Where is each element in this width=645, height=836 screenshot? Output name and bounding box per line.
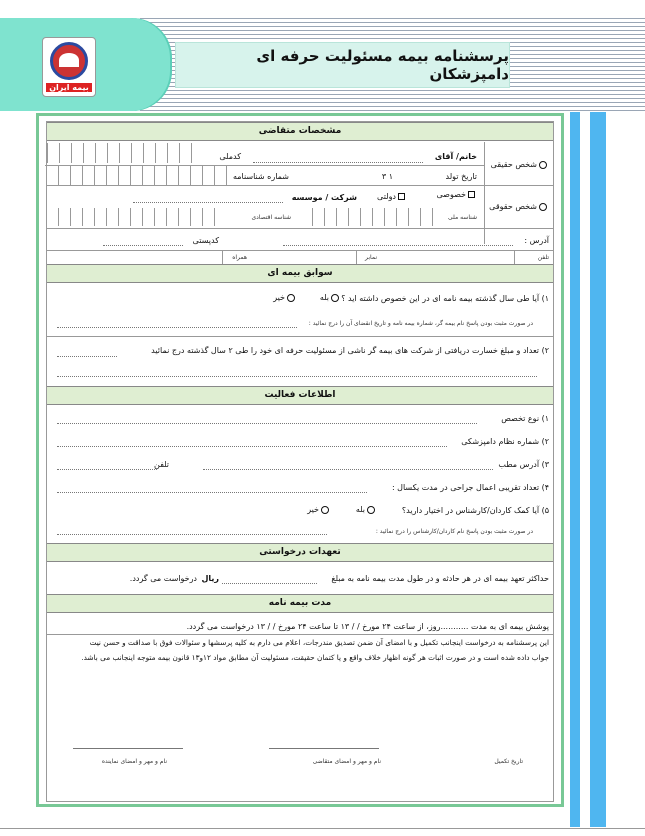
activity-a5-yes[interactable] bbox=[356, 505, 377, 514]
birth-date-value[interactable]: ۱ ۳ bbox=[381, 172, 393, 181]
history-q1-yes[interactable] bbox=[320, 293, 341, 302]
declaration-line-1: این پرسشنامه به درخواست اینجانب تکمیل و با امضای آن ضمن تصدیق مندرجات، اعلام می دارم به کلیه پرسشها و سئوالات فوق با صداقت و حسن نیت bbox=[89, 638, 549, 647]
history-q1: ۱) آیا طی سال گذشته بیمه نامه ای در این خصوص داشته اید ؟ bbox=[341, 294, 549, 303]
commitments-amount-field[interactable] bbox=[222, 583, 317, 584]
section-applicant: مشخصات متقاضی bbox=[47, 122, 553, 141]
no-label: خیر bbox=[307, 505, 319, 514]
duration-text: پوشش بیمه ای به مدت ...........روز، از ساعت ۲۴ مورخ / / ۱۳ تا ساعت ۲۴ مورخ / / ۱۳ درخواست می گردد. bbox=[186, 622, 549, 631]
history-q1-field[interactable] bbox=[57, 327, 297, 328]
address-field[interactable] bbox=[283, 245, 513, 246]
checkbox-icon[interactable] bbox=[468, 191, 475, 198]
logo-seal-icon bbox=[50, 42, 88, 80]
real-person-label: شخص حقیقی bbox=[490, 160, 537, 169]
activity-a1-field[interactable] bbox=[57, 423, 477, 424]
divider bbox=[356, 250, 357, 264]
divider bbox=[47, 250, 553, 251]
activity-a5-note: در صورت مثبت بودن پاسخ نام کاردان/کارشناس را درج نمائید : bbox=[375, 528, 533, 535]
activity-a5: ۵) آیا کمک کاردان/کارشناس در اختیار دارید؟ bbox=[401, 506, 549, 515]
divider bbox=[514, 250, 515, 264]
activity-a2: ۲) شماره نظام دامپزشکی bbox=[461, 437, 549, 446]
national-id-field[interactable] bbox=[301, 208, 433, 226]
national-id-label: شناسه ملی bbox=[447, 214, 477, 221]
legal-person-option[interactable] bbox=[489, 202, 549, 211]
radio-icon[interactable] bbox=[331, 294, 339, 302]
economic-id-field[interactable] bbox=[47, 208, 215, 226]
history-q2: ۲) تعداد و مبلغ خسارت دریافتی از شرکت های بیمه گر ناشی از مسئولیت حرفه ای خود را طی ۲ سال گذشته درج نمائید bbox=[151, 346, 549, 355]
phone-label: تلفن bbox=[537, 254, 549, 261]
radio-icon[interactable] bbox=[367, 506, 375, 514]
page-bottom-line bbox=[0, 828, 645, 829]
company-field[interactable] bbox=[133, 202, 283, 203]
section-duration: مدت بیمه نامه bbox=[47, 594, 553, 613]
declaration-line-2: جواب داده شده است و در صورت اثبات هر گونه اظهار خلاف واقع و یا کتمان حقیقت، مسئولیت آن مطابق مواد ۱۲و۱۳ قانون بیمه متوجه اینجانب می باشد. bbox=[81, 653, 549, 662]
private-option[interactable] bbox=[437, 190, 477, 199]
history-q1-no[interactable] bbox=[273, 293, 297, 302]
page-title: پرسشنامه بیمه مسئولیت حرفه ای دامپزشکان bbox=[175, 42, 510, 88]
company-label: شرکت / موسسه bbox=[291, 193, 357, 202]
agent-signature-line[interactable] bbox=[73, 748, 183, 749]
logo-text: بیمه ایران bbox=[46, 83, 92, 92]
postal-code-label: کدپستی bbox=[192, 236, 219, 245]
activity-a4: ۴) تعداد تقریبی اعمال جراحی در مدت یکسال : bbox=[391, 483, 549, 492]
section-commitments: تعهدات درخواستی bbox=[47, 543, 553, 562]
commitments-rial: ریال bbox=[201, 574, 219, 583]
yes-label: بله bbox=[355, 505, 365, 514]
completion-date-label: تاریخ تکمیل bbox=[494, 758, 523, 765]
legal-person-label: شخص حقوقی bbox=[489, 202, 537, 211]
divider bbox=[47, 228, 553, 229]
yes-label: بله bbox=[319, 293, 329, 302]
activity-a5-field[interactable] bbox=[57, 534, 327, 535]
activity-a4-field[interactable] bbox=[57, 492, 367, 493]
section-activity: اطلاعات فعالیت bbox=[47, 386, 553, 405]
real-person-option[interactable] bbox=[491, 160, 549, 169]
divider bbox=[47, 185, 553, 186]
radio-icon[interactable] bbox=[539, 203, 547, 211]
private-label: خصوصی bbox=[436, 190, 466, 199]
economic-id-label: شناسه اقتصادی bbox=[251, 214, 291, 221]
radio-icon[interactable] bbox=[539, 161, 547, 169]
mobile-label: همراه bbox=[232, 254, 247, 261]
national-code-label: کدملی bbox=[219, 152, 241, 161]
insurer-logo bbox=[42, 37, 96, 97]
no-label: خیر bbox=[273, 293, 285, 302]
activity-a1: ۱) نوع تخصص bbox=[501, 414, 549, 423]
postal-code-field[interactable] bbox=[103, 245, 183, 246]
activity-a5-no[interactable] bbox=[307, 505, 331, 514]
activity-a3-phone-label: تلفن bbox=[153, 460, 169, 469]
checkbox-icon[interactable] bbox=[398, 193, 405, 200]
birth-date-label: تاریخ تولد bbox=[445, 172, 477, 181]
name-label: خانم/ آقای bbox=[434, 152, 477, 161]
history-q1-note: در صورت مثبت بودن پاسخ نام بیمه گر، شماره بیمه نامه و تاریخ انقضای آن را درج نمائید : bbox=[308, 320, 533, 327]
divider bbox=[47, 634, 553, 635]
radio-icon[interactable] bbox=[321, 506, 329, 514]
divider bbox=[47, 336, 553, 337]
applicant-signature-line[interactable] bbox=[269, 748, 379, 749]
id-number-field[interactable] bbox=[47, 166, 227, 185]
history-q2-field[interactable] bbox=[57, 356, 117, 357]
activity-a2-field[interactable] bbox=[57, 446, 447, 447]
history-q2-field-2[interactable] bbox=[57, 376, 537, 377]
activity-a3-field[interactable] bbox=[203, 469, 493, 470]
radio-icon[interactable] bbox=[287, 294, 295, 302]
questionnaire-form bbox=[46, 121, 554, 802]
section-history: سوابق بیمه ای bbox=[47, 264, 553, 283]
name-field[interactable] bbox=[253, 162, 423, 163]
applicant-signature-label: نام و مهر و امضای متقاضی bbox=[312, 758, 381, 765]
state-option[interactable] bbox=[377, 192, 407, 201]
activity-a3-phone-field[interactable] bbox=[57, 469, 157, 470]
side-bar-left bbox=[570, 112, 580, 827]
commitments-text: حداکثر تعهد بیمه ای در هر حادثه و در طول مدت بیمه نامه به مبلغ bbox=[331, 574, 549, 583]
side-bar-right bbox=[590, 112, 606, 827]
address-label: آدرس : bbox=[524, 236, 549, 245]
divider bbox=[222, 250, 223, 264]
id-number-label: شماره شناسنامه bbox=[232, 172, 289, 181]
fax-label: نمابر bbox=[365, 254, 377, 261]
state-label: دولتی bbox=[377, 192, 396, 201]
commitments-tail: درخواست می گردد. bbox=[129, 574, 197, 583]
national-code-field[interactable] bbox=[47, 143, 192, 163]
agent-signature-label: نام و مهر و امضای نماینده bbox=[101, 758, 167, 765]
activity-a3: ۳) آدرس مطب bbox=[498, 460, 549, 469]
